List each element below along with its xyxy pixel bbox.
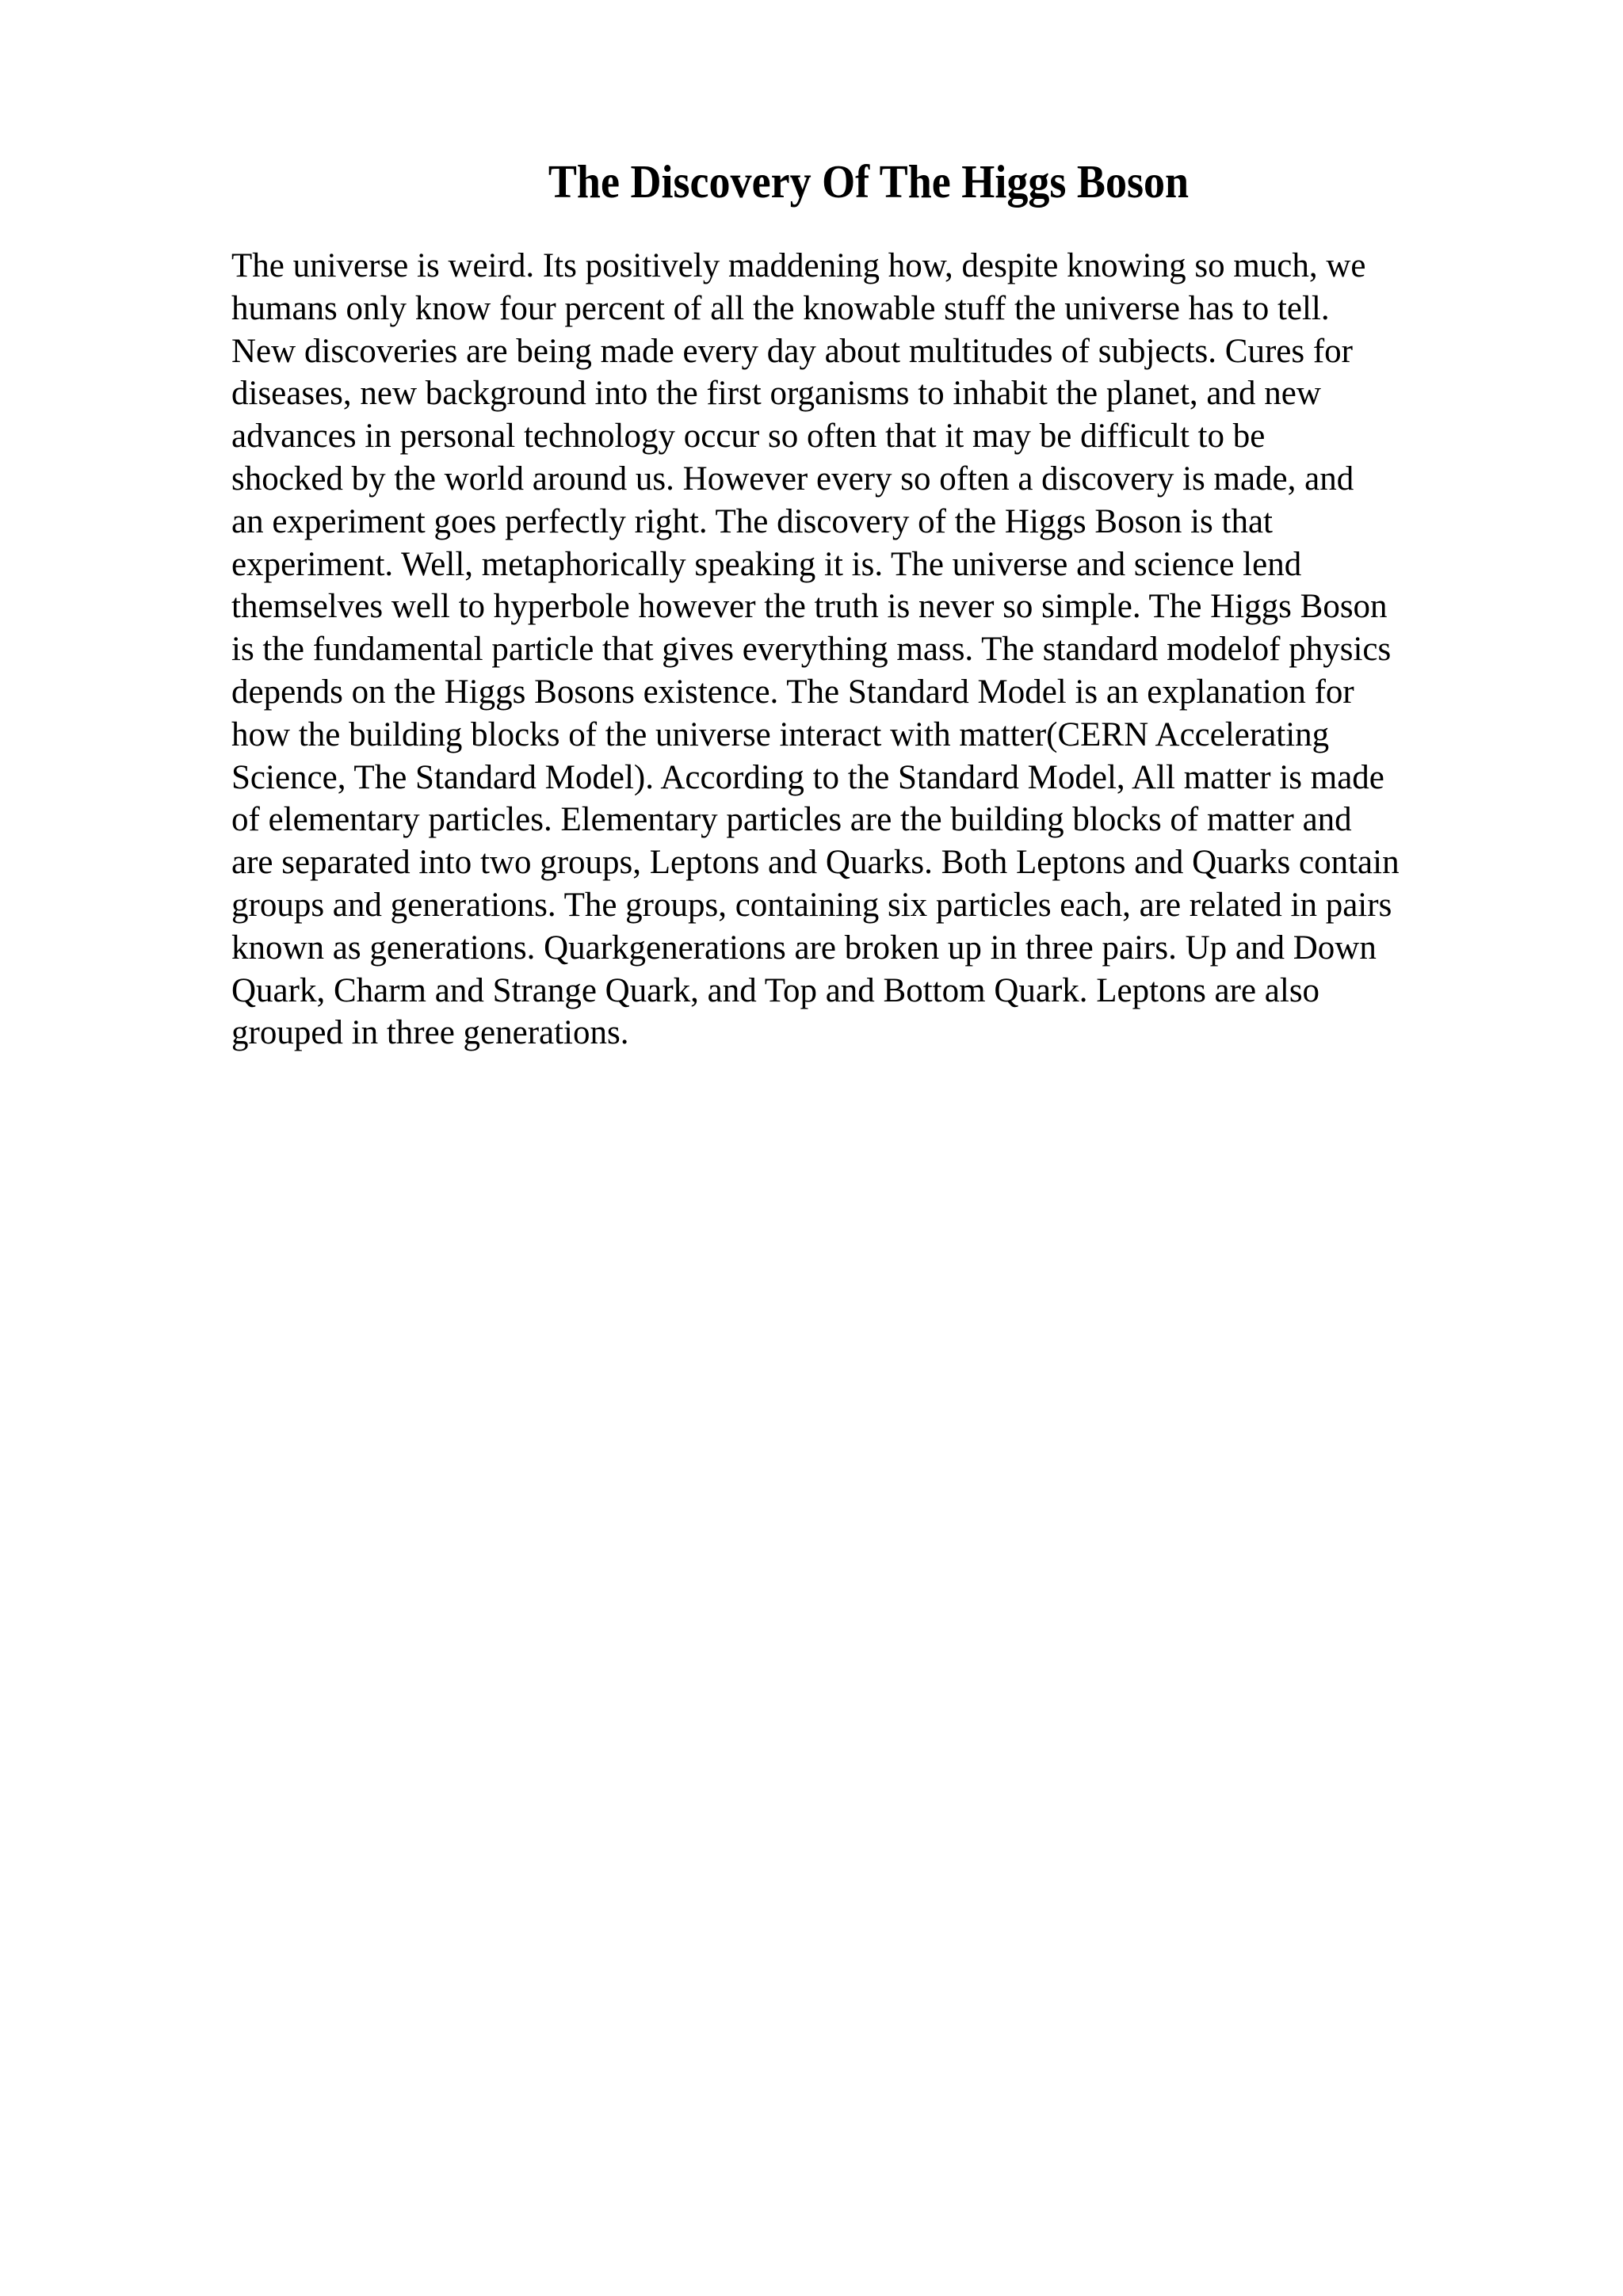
body-line: Quark, Charm and Strange Quark, and Top and Bottom Quark. Leptons are also xyxy=(231,971,1320,1009)
body-line: grouped in three generations. xyxy=(231,1014,629,1052)
body-line: diseases, new background into the first organisms to inhabit the planet, and new xyxy=(231,375,1321,413)
body-line: how the building blocks of the universe interact with matter(CERN Accelerating xyxy=(231,715,1330,753)
body-line: are separated into two groups, Leptons and Quarks. Both Leptons and Quarks contain xyxy=(231,844,1400,882)
document-body xyxy=(231,245,1579,1055)
body-line: known as generations. Quarkgenerations are broken up in three pairs. Up and Down xyxy=(231,929,1377,967)
body-line: The universe is weird. Its positively maddening how, despite knowing so much, we xyxy=(231,247,1366,284)
body-line: New discoveries are being made every day about multitudes of subjects. Cures for xyxy=(231,332,1353,370)
body-line: advances in personal technology occur so often that it may be difficult to be xyxy=(231,418,1266,456)
body-line: groups and generations. The groups, containing six particles each, are related in pairs xyxy=(231,886,1392,924)
document-title: The Discovery Of The Higgs Boson xyxy=(548,155,1190,208)
body-line: depends on the Higgs Bosons existence. The Standard Model is an explanation for xyxy=(231,673,1354,711)
body-line: of elementary particles. Elementary particles are the building blocks of matter and xyxy=(231,801,1352,839)
body-line: an experiment goes perfectly right. The discovery of the Higgs Boson is that xyxy=(231,502,1273,540)
body-line: humans only know four percent of all the knowable stuff the universe has to tell. xyxy=(231,289,1330,327)
body-line: shocked by the world around us. However every so often a discovery is made, and xyxy=(231,460,1354,498)
body-line: is the fundamental particle that gives everything mass. The standard modelof physics xyxy=(231,631,1392,669)
body-line: themselves well to hyperbole however the truth is never so simple. The Higgs Boson xyxy=(231,588,1388,626)
body-line: Science, The Standard Model). According to the Standard Model, All matter is made xyxy=(231,758,1384,796)
body-line: experiment. Well, metaphorically speaking it is. The universe and science lend xyxy=(231,545,1302,583)
